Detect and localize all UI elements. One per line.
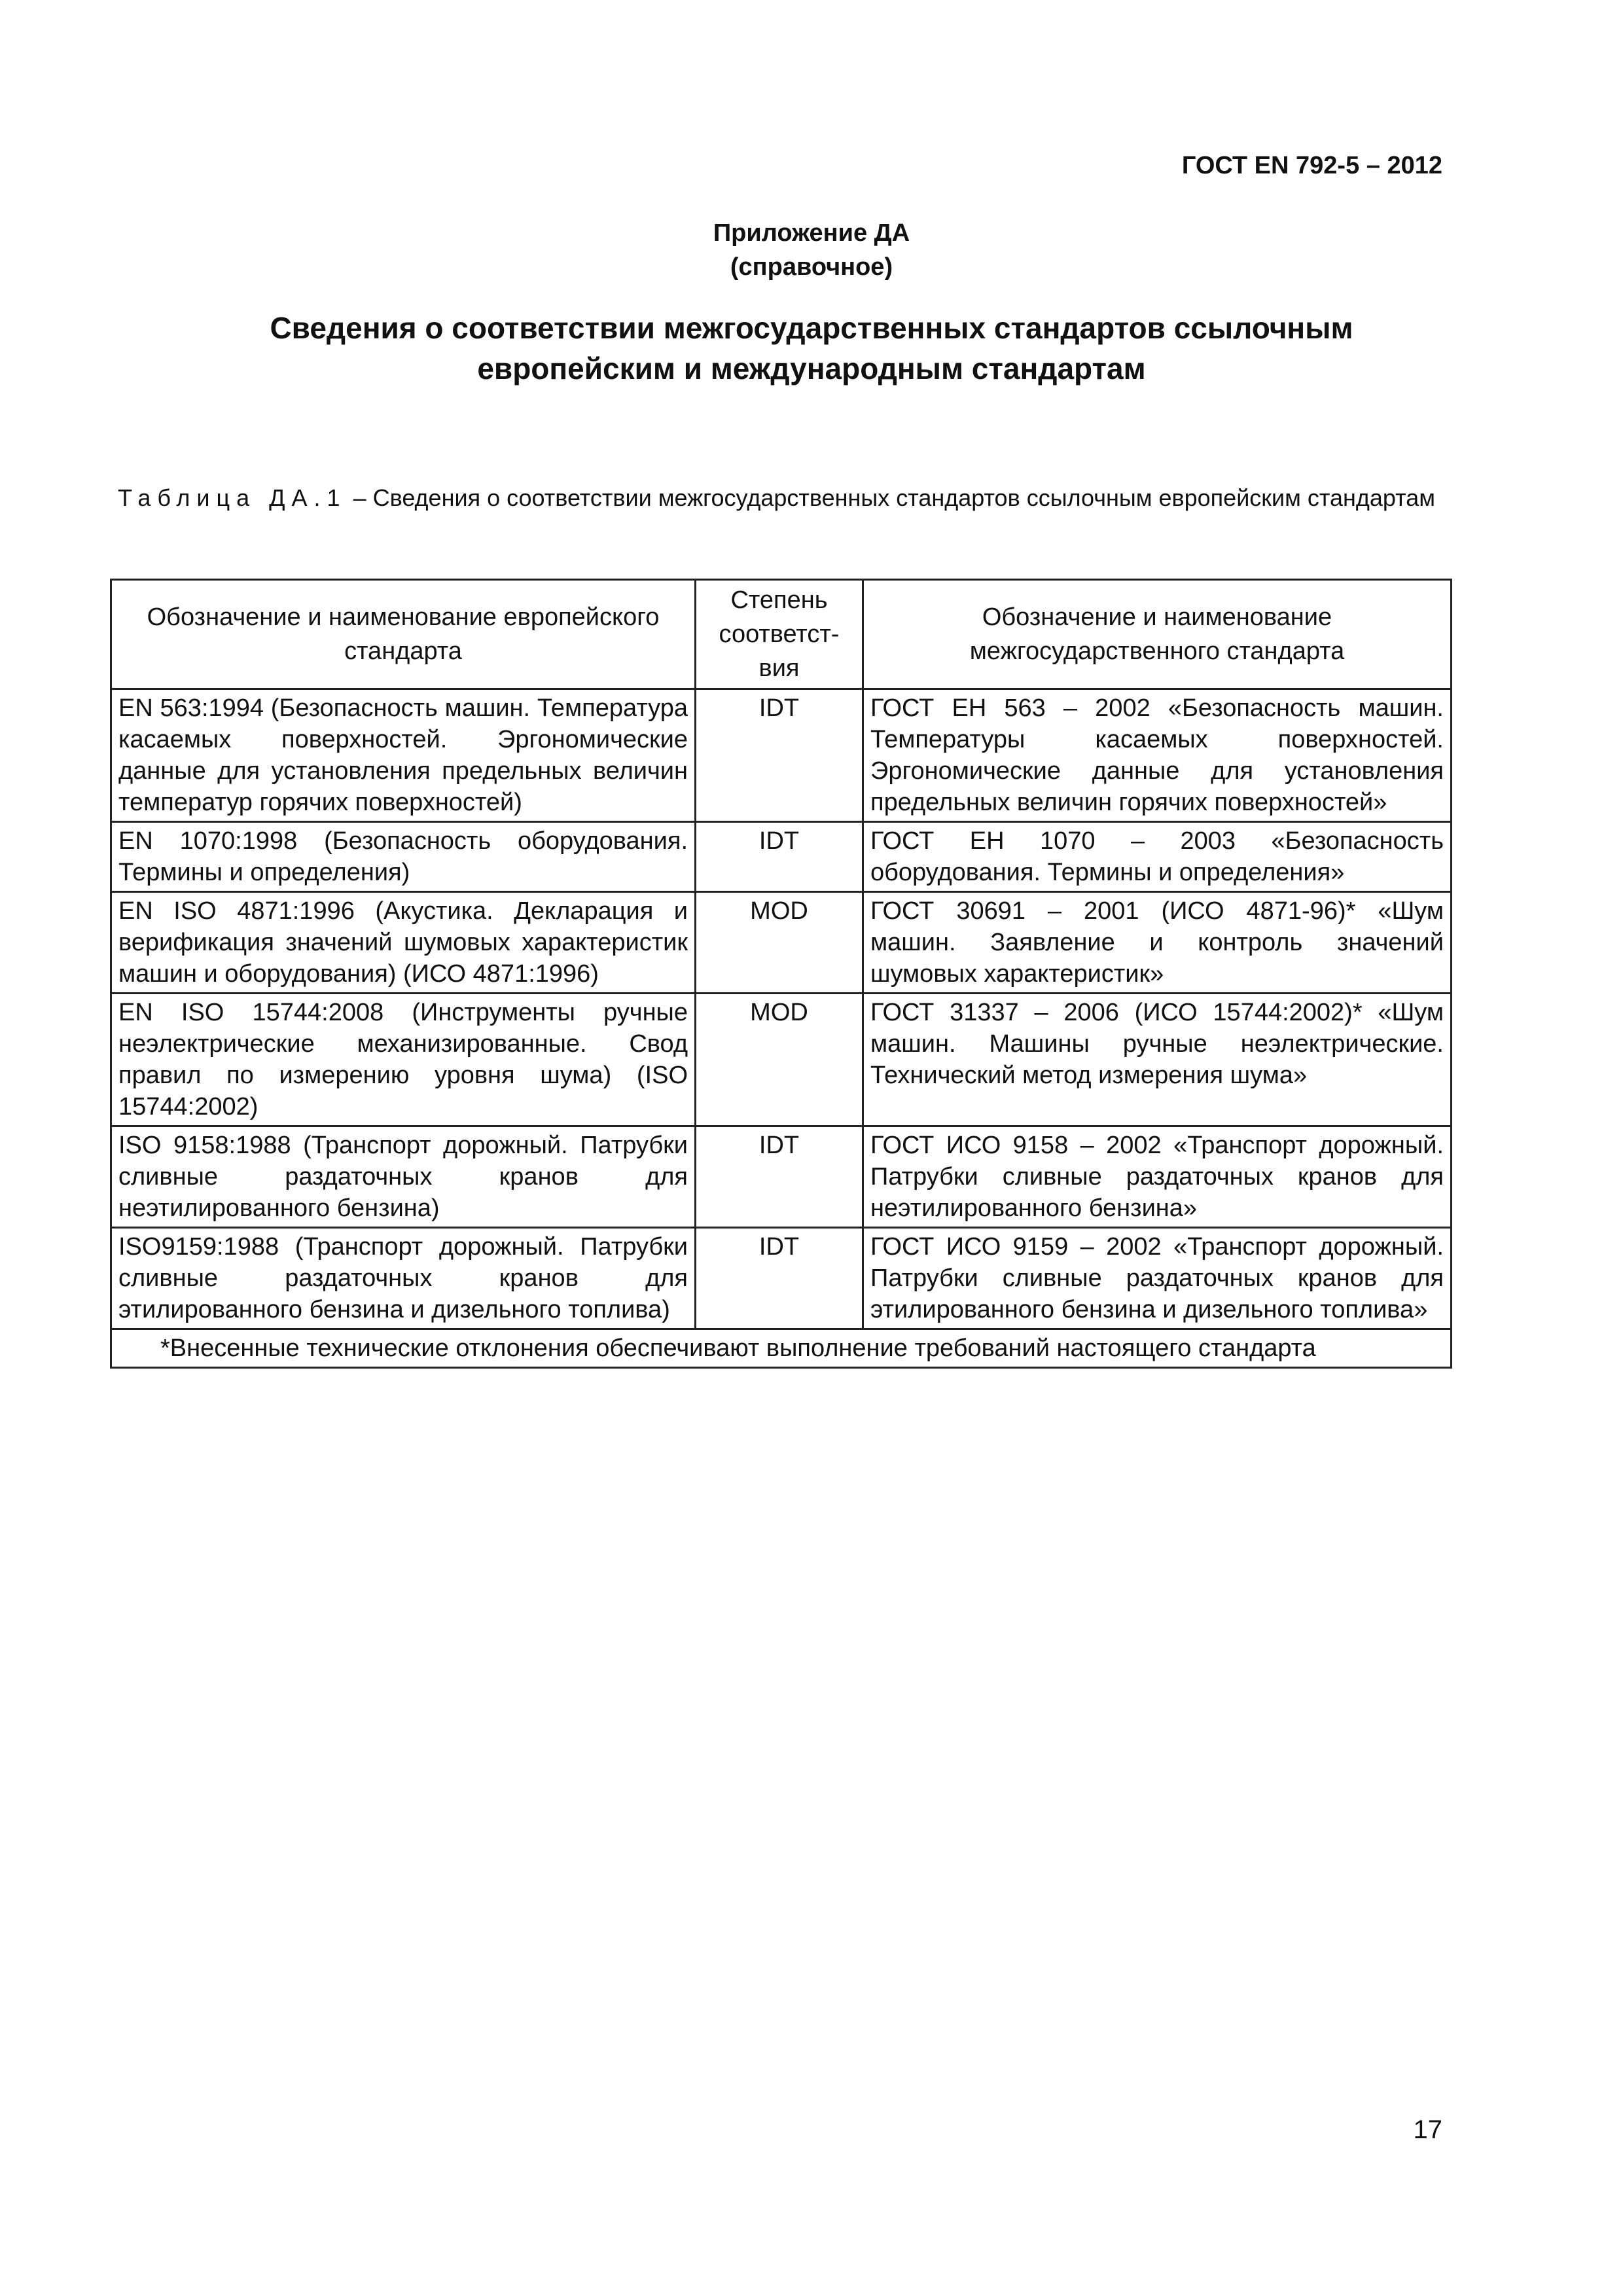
interstate-standard-cell: ГОСТ 30691 – 2001 (ИСО 4871-96)* «Шум машин. Заявление и контроль значений шумовых характеристик» [863,892,1452,994]
table-row [111,994,1452,1126]
interstate-standard-cell: ГОСТ ЕН 563 – 2002 «Безопасность машин. Температуры касаемых поверхностей. Эргономические данные для установления предельных величин горячих поверхностей» [863,689,1452,822]
table-footnote [111,1329,1452,1368]
european-standard-cell: ISO9159:1988 (Транспорт дорожный. Патрубки сливные раздаточных кранов для этилированного бензина и дизельного топлива) [111,1228,696,1329]
degree-cell: IDT [696,689,863,822]
table-row [111,892,1452,994]
header-degree: Степень соответст-вия [696,580,863,689]
annex-label: Приложение ДА [713,219,910,247]
table-row [111,1228,1452,1329]
interstate-standard-cell: ГОСТ 31337 – 2006 (ИСО 15744:2002)* «Шум машин. Машины ручные неэлектрические. Технический метод измерения шума» [863,994,1452,1126]
table-caption-prefix: Таблица ДА.1 [118,484,347,511]
interstate-standard-cell: ГОСТ ИСО 9158 – 2002 «Транспорт дорожный. Патрубки сливные раздаточных кранов для неэтилированного бензина» [863,1126,1452,1228]
european-standard-cell: EN 563:1994 (Безопасность машин. Температура касаемых поверхностей. Эргономические данные для установления предельных величин температур горячих поверхностей) [111,689,696,822]
degree-cell: IDT [696,1126,863,1228]
table-row [111,689,1452,822]
header-interstate: Обозначение и наименование межгосударственного стандарта [863,580,1452,689]
annex-heading [0,216,1623,284]
european-standard-cell: ISO 9158:1988 (Транспорт дорожный. Патрубки сливные раздаточных кранов для неэтилированного бензина) [111,1126,696,1228]
interstate-standard-cell: ГОСТ ЕН 1070 – 2003 «Безопасность оборудования. Термины и определения» [863,822,1452,892]
footnote-text: *Внесенные технические отклонения обеспечивают выполнение требований настоящего стандарта [160,1335,1316,1362]
interstate-standard-cell: ГОСТ ИСО 9159 – 2002 «Транспорт дорожный. Патрубки сливные раздаточных кранов для этилированного бензина и дизельного топлива» [863,1228,1452,1329]
table-caption-text: – Сведения о соответствии межгосударственных стандартов ссылочным европейским стандартам [346,484,1436,511]
header-european: Обозначение и наименование европейского стандарта [111,580,696,689]
annex-kind: (справочное) [730,253,893,281]
table-header-row [111,580,1452,689]
table-footnote-row [111,1329,1452,1368]
table-caption [118,483,1446,513]
european-standard-cell: EN 1070:1998 (Безопасность оборудования. Термины и определения) [111,822,696,892]
european-standard-cell: EN ISO 15744:2008 (Инструменты ручные неэлектрические механизированные. Свод правил по измерению уровня шума) (ISO 15744:2002) [111,994,696,1126]
degree-cell: IDT [696,822,863,892]
document-id: ГОСТ EN 792-5 – 2012 [1181,152,1442,179]
european-standard-cell: EN ISO 4871:1996 (Акустика. Декларация и верификация значений шумовых характеристик машин и оборудования) (ИСО 4871:1996) [111,892,696,994]
table-row [111,822,1452,892]
degree-cell: MOD [696,994,863,1126]
degree-cell: MOD [696,892,863,994]
correspondence-table [110,579,1452,1369]
degree-cell: IDT [696,1228,863,1329]
table-row [111,1126,1452,1228]
page-title: Сведения о соответствии межгосударственных стандартов ссылочным европейским и международным стандартам [270,311,1353,386]
page-number: 17 [1413,2115,1442,2144]
